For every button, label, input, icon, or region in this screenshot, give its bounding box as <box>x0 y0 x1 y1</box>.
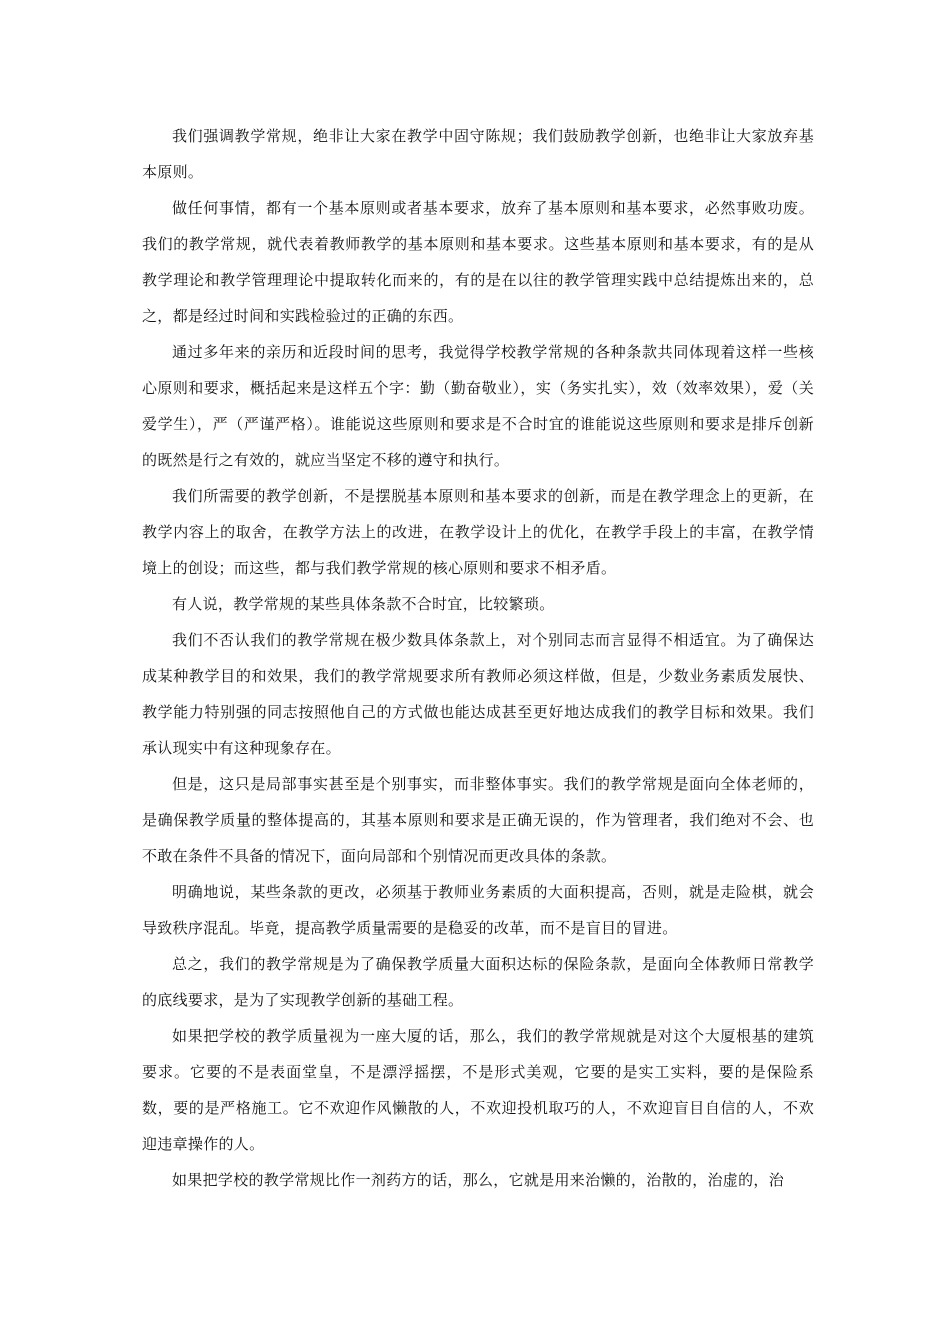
document-body <box>142 118 814 1198</box>
paragraph-1: 我们强调教学常规，绝非让大家在教学中固守陈规；我们鼓励教学创新，也绝非让大家放弃基本原则。 <box>142 127 814 181</box>
paragraph-7: 但是，这只是局部事实甚至是个别事实，而非整体事实。我们的教学常规是面向全体老师的，是确保教学质量的整体提高的，其基本原则和要求是正确无误的，作为管理者，我们绝对不会、也不敢在条件不具备的情况下，面向局部和个别情况而更改具体的条款。 <box>142 775 814 865</box>
paragraph-9: 总之，我们的教学常规是为了确保教学质量大面积达标的保险条款，是面向全体教师日常教学的底线要求，是为了实现教学创新的基础工程。 <box>142 955 814 1009</box>
paragraph-10: 如果把学校的教学质量视为一座大厦的话，那么，我们的教学常规就是对这个大厦根基的建筑要求。它要的不是表面堂皇，不是漂浮摇摆，不是形式美观，它要的是实工实料，要的是保险系数，要的是严格施工。它不欢迎作风懒散的人，不欢迎投机取巧的人，不欢迎盲目自信的人，不欢迎违章操作的人。 <box>142 1027 814 1153</box>
paragraph-2: 做任何事情，都有一个基本原则或者基本要求，放弃了基本原则和基本要求，必然事败功废。我们的教学常规，就代表着教师教学的基本原则和基本要求。这些基本原则和基本要求，有的是从教学理论和教学管理理论中提取转化而来的，有的是在以往的教学管理实践中总结提炼出来的，总之，都是经过时间和实践检验过的正确的东西。 <box>142 199 814 325</box>
paragraph-4: 我们所需要的教学创新，不是摆脱基本原则和基本要求的创新，而是在教学理念上的更新，在教学内容上的取舍，在教学方法上的改进，在教学设计上的优化，在教学手段上的丰富，在教学情境上的创设；而这些，都与我们教学常规的核心原则和要求不相矛盾。 <box>142 487 814 577</box>
paragraph-6: 我们不否认我们的教学常规在极少数具体条款上，对个别同志而言显得不相适宜。为了确保达成某种教学目的和效果，我们的教学常规要求所有教师必须这样做，但是，少数业务素质发展快、教学能力特别强的同志按照他自己的方式做也能达成甚至更好地达成我们的教学目标和效果。我们承认现实中有这种现象存在。 <box>142 631 814 757</box>
paragraph-8: 明确地说，某些条款的更改，必须基于教师业务素质的大面积提高，否则，就是走险棋，就会导致秩序混乱。毕竟，提高教学质量需要的是稳妥的改革，而不是盲目的冒进。 <box>142 883 814 937</box>
paragraph-3: 通过多年来的亲历和近段时间的思考，我觉得学校教学常规的各种条款共同体现着这样一些核心原则和要求，概括起来是这样五个字：勤（勤奋敬业），实（务实扎实），效（效率效果），爱（关爱学生），严（严谨严格）。谁能说这些原则和要求是不合时宜的谁能说这些原则和要求是排斥创新的既然是行之有效的，就应当坚定不移的遵守和执行。 <box>142 343 814 469</box>
paragraph-5: 有人说，教学常规的某些具体条款不合时宜，比较繁琐。 <box>172 595 555 613</box>
paragraph-11: 如果把学校的教学常规比作一剂药方的话，那么，它就是用来治懒的，治散的，治虚的，治 <box>172 1171 785 1189</box>
